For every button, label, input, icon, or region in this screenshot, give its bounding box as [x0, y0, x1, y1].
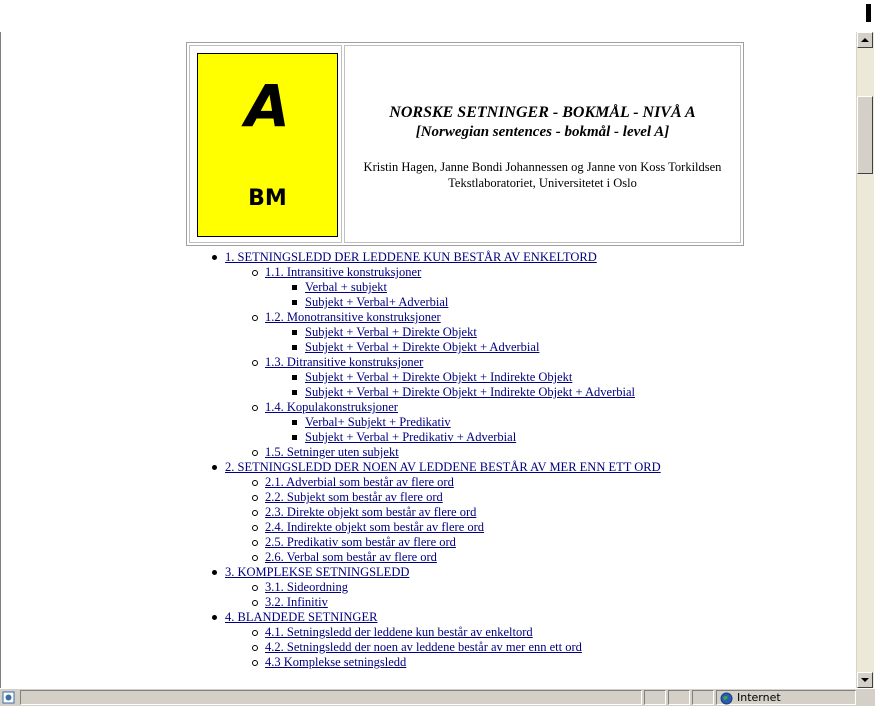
toc-link-3[interactable]: 3. KOMPLEKSE SETNINGSLEDD [225, 565, 410, 579]
bullet-square [292, 420, 297, 425]
scroll-thumb[interactable] [857, 96, 873, 174]
toc-link-2-2[interactable]: 2.2. Subjekt som består av flere ord [265, 490, 443, 504]
bullet-circle [252, 495, 258, 501]
page-icon [2, 691, 15, 704]
bullet-circle [252, 525, 258, 531]
toc-link-2-5[interactable]: 2.5. Predikativ som består av flere ord [265, 535, 456, 549]
bullet-circle [252, 450, 258, 456]
bullet-disc [212, 255, 217, 260]
bullet-disc [212, 465, 217, 470]
bullet-circle [252, 645, 258, 651]
status-text-pane [20, 690, 642, 705]
toc-link-3-1[interactable]: 3.1. Sideordning [265, 580, 348, 594]
bullet-square [292, 390, 297, 395]
bullet-disc [212, 615, 217, 620]
toc-link-4-3[interactable]: 4.3 Komplekse setningsledd [265, 655, 407, 669]
bullet-circle [252, 510, 258, 516]
toc-link-1-3[interactable]: 1.3. Ditransitive konstruksjoner [265, 355, 424, 369]
toc-link-1-1-b[interactable]: Subjekt + Verbal+ Adverbial [305, 295, 449, 309]
toc-link-1-4-b[interactable]: Subjekt + Verbal + Predikativ + Adverbial [305, 430, 517, 444]
toc-link-1-4[interactable]: 1.4. Kopulakonstruksjoner [265, 400, 398, 414]
toc-link-4[interactable]: 4. BLANDEDE SETNINGER [225, 610, 378, 624]
arrow-down-icon [858, 673, 872, 687]
toc-link-1-2-a[interactable]: Subjekt + Verbal + Direkte Objekt [305, 325, 477, 339]
toc-link-2[interactable]: 2. SETNINGSLEDD DER NOEN AV LEDDENE BESTÅR AV MER ENN ETT ORD [225, 460, 661, 474]
institution: Tekstlaboratoriet, Universitetet i Oslo [448, 176, 637, 190]
bullet-circle [252, 540, 258, 546]
vertical-scrollbar[interactable] [856, 32, 874, 688]
toc-link-1-2[interactable]: 1.2. Monotransitive konstruksjoner [265, 310, 441, 324]
toc-link-1-3-a[interactable]: Subjekt + Verbal + Direkte Objekt + Indirekte Objekt [305, 370, 573, 384]
toc-link-2-1[interactable]: 2.1. Adverbial som består av flere ord [265, 475, 454, 489]
bullet-disc [212, 570, 217, 575]
toc-link-1-4-a[interactable]: Verbal+ Subjekt + Predikativ [305, 415, 451, 429]
bullet-circle [252, 555, 258, 561]
toc-link-2-3[interactable]: 2.3. Direkte objekt som består av flere ord [265, 505, 477, 519]
toc-link-1-1-a[interactable]: Verbal + subjekt [305, 280, 388, 294]
title-cell [344, 45, 741, 243]
bullet-circle [252, 630, 258, 636]
bullet-square [292, 285, 297, 290]
zone-label: Internet [737, 691, 781, 704]
toc-link-4-1[interactable]: 4.1. Setningsledd der leddene kun består av enkeltord [265, 625, 533, 639]
page-title: NORSKE SETNINGER - BOKMÅL - NIVÅ A [389, 104, 696, 121]
toc-link-1-2-b[interactable]: Subjekt + Verbal + Direkte Objekt + Adverbial [305, 340, 540, 354]
bullet-circle [252, 585, 258, 591]
logo-letter: A [245, 72, 290, 140]
level-logo [197, 53, 338, 237]
bullet-circle [252, 315, 258, 321]
authors: Kristin Hagen, Janne Bondi Johannessen og Janne von Koss Torkildsen [363, 160, 722, 174]
window-edge-mark [866, 4, 871, 22]
status-pane [692, 690, 714, 705]
scroll-down-button[interactable] [857, 672, 873, 688]
arrow-up-icon [858, 33, 872, 47]
toc-link-2-4[interactable]: 2.4. Indirekte objekt som består av flere ord [265, 520, 485, 534]
toc-link-4-2[interactable]: 4.2. Setningsledd der noen av leddene består av mer enn ett ord [265, 640, 582, 654]
bullet-square [292, 300, 297, 305]
bullet-square [292, 345, 297, 350]
bullet-circle [252, 270, 258, 276]
scroll-up-button[interactable] [857, 32, 873, 48]
toc-link-2-6[interactable]: 2.6. Verbal som består av flere ord [265, 550, 437, 564]
bullet-circle [252, 600, 258, 606]
browser-top-area [0, 0, 875, 32]
bullet-square [292, 435, 297, 440]
logo-cell [189, 45, 342, 243]
bullet-square [292, 330, 297, 335]
bullet-square [292, 375, 297, 380]
bullet-circle [252, 360, 258, 366]
globe-icon [720, 692, 733, 705]
status-pane [668, 690, 690, 705]
logo-code: BM [248, 186, 287, 211]
status-bar [0, 688, 875, 706]
header-table [186, 42, 744, 246]
page-subtitle: [Norwegian sentences - bokmål - level A] [415, 124, 670, 140]
bullet-circle [252, 405, 258, 411]
toc-link-1-3-b[interactable]: Subjekt + Verbal + Direkte Objekt + Indirekte Objekt + Adverbial [305, 385, 635, 399]
bullet-circle [252, 480, 258, 486]
toc-link-1-5[interactable]: 1.5. Setninger uten subjekt [265, 445, 399, 459]
toc-link-3-2[interactable]: 3.2. Infinitiv [265, 595, 328, 609]
window-left-border [0, 32, 1, 688]
toc-link-1[interactable]: 1. SETNINGSLEDD DER LEDDENE KUN BESTÅR AV ENKELTORD [225, 250, 597, 264]
status-pane [644, 690, 666, 705]
toc-link-1-1[interactable]: 1.1. Intransitive konstruksjoner [265, 265, 422, 279]
bullet-circle [252, 660, 258, 666]
